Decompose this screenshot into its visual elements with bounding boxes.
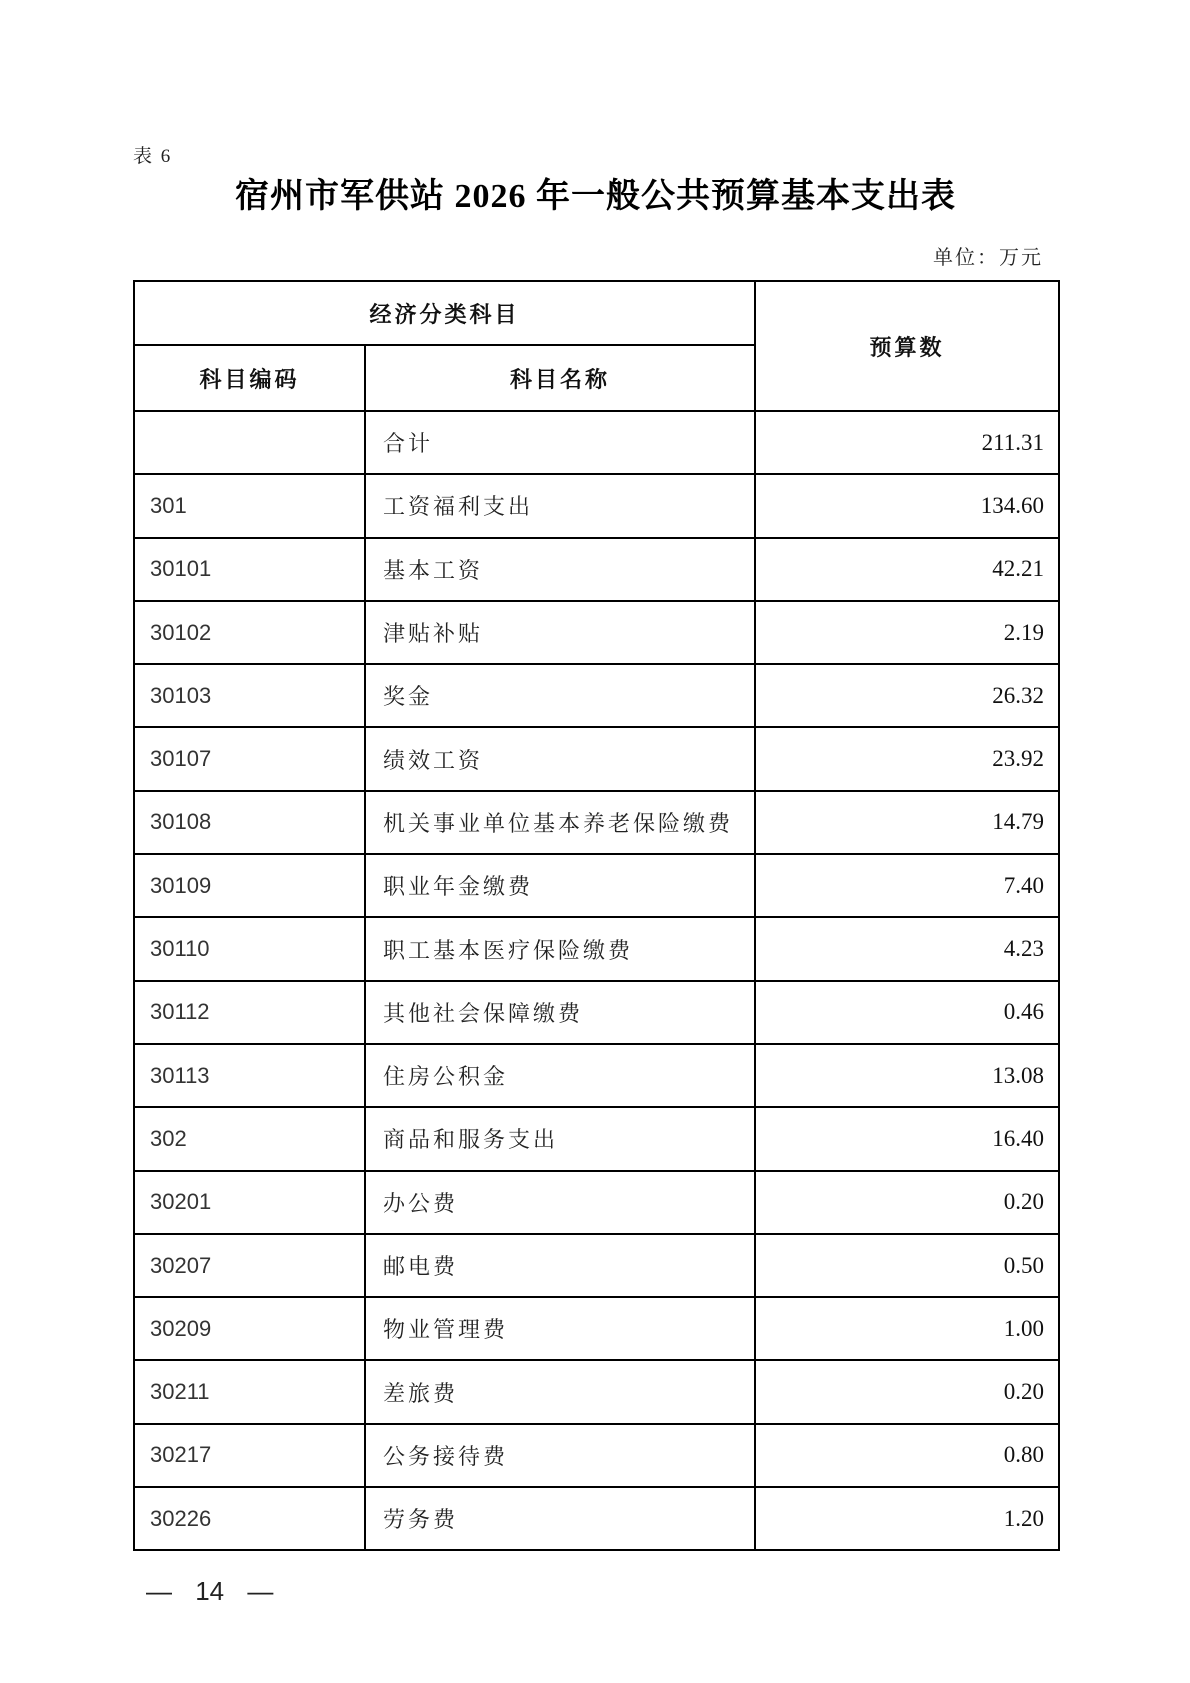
cell-name: 差旅费 <box>365 1360 755 1423</box>
cell-name: 住房公积金 <box>365 1044 755 1107</box>
table-row <box>134 1171 1059 1234</box>
table-row <box>134 1360 1059 1423</box>
cell-code: 30103 <box>134 664 365 727</box>
cell-code: 30108 <box>134 791 365 854</box>
cell-value: 7.40 <box>755 854 1059 917</box>
table-row <box>134 1487 1059 1550</box>
cell-value: 13.08 <box>755 1044 1059 1107</box>
unit-note: 单位：万元 <box>933 247 1043 269</box>
cell-code: 30102 <box>134 601 365 664</box>
table-row <box>134 917 1059 980</box>
cell-name: 办公费 <box>365 1171 755 1234</box>
cell-code: 30110 <box>134 917 365 980</box>
cell-code: 30112 <box>134 981 365 1044</box>
header-subject-code: 科目编码 <box>134 345 365 411</box>
cell-code: 301 <box>134 474 365 537</box>
cell-code: 30107 <box>134 727 365 790</box>
cell-code <box>134 411 365 474</box>
page-number: — 14 — <box>146 1576 274 1606</box>
header-economic-classification: 经济分类科目 <box>134 281 755 345</box>
cell-value: 23.92 <box>755 727 1059 790</box>
cell-value: 26.32 <box>755 664 1059 727</box>
cell-value: 4.23 <box>755 917 1059 980</box>
table-row <box>134 411 1059 474</box>
table-row <box>134 981 1059 1044</box>
cell-name: 职业年金缴费 <box>365 854 755 917</box>
table-row <box>134 1424 1059 1487</box>
cell-name: 物业管理费 <box>365 1297 755 1360</box>
table-number-label: 表 6 <box>133 146 173 167</box>
table-row <box>134 474 1059 537</box>
cell-code: 30207 <box>134 1234 365 1297</box>
cell-name: 劳务费 <box>365 1487 755 1550</box>
cell-value: 0.80 <box>755 1424 1059 1487</box>
cell-code: 30101 <box>134 538 365 601</box>
table-header <box>134 281 1059 411</box>
cell-name: 津贴补贴 <box>365 601 755 664</box>
cell-value: 2.19 <box>755 601 1059 664</box>
page-title: 宿州市军供站 2026 年一般公共预算基本支出表 <box>235 178 956 215</box>
table-row <box>134 538 1059 601</box>
cell-code: 30226 <box>134 1487 365 1550</box>
cell-name: 合计 <box>365 411 755 474</box>
budget-table <box>133 280 1060 1551</box>
table-row <box>134 1044 1059 1107</box>
cell-value: 16.40 <box>755 1107 1059 1170</box>
cell-value: 42.21 <box>755 538 1059 601</box>
table-row <box>134 1297 1059 1360</box>
table-row <box>134 601 1059 664</box>
cell-code: 30201 <box>134 1171 365 1234</box>
cell-name: 其他社会保障缴费 <box>365 981 755 1044</box>
cell-value: 1.20 <box>755 1487 1059 1550</box>
header-budget-amount: 预算数 <box>755 281 1059 411</box>
cell-value: 211.31 <box>755 411 1059 474</box>
table-row <box>134 791 1059 854</box>
cell-name: 公务接待费 <box>365 1424 755 1487</box>
cell-name: 基本工资 <box>365 538 755 601</box>
cell-value: 0.50 <box>755 1234 1059 1297</box>
cell-code: 30209 <box>134 1297 365 1360</box>
cell-name: 绩效工资 <box>365 727 755 790</box>
cell-name: 奖金 <box>365 664 755 727</box>
table-body <box>134 411 1059 1550</box>
cell-code: 30217 <box>134 1424 365 1487</box>
table-row <box>134 1234 1059 1297</box>
cell-code: 302 <box>134 1107 365 1170</box>
cell-code: 30109 <box>134 854 365 917</box>
cell-code: 30211 <box>134 1360 365 1423</box>
table-row <box>134 727 1059 790</box>
table-row <box>134 854 1059 917</box>
cell-value: 14.79 <box>755 791 1059 854</box>
cell-name: 工资福利支出 <box>365 474 755 537</box>
table-row <box>134 1107 1059 1170</box>
table-row <box>134 664 1059 727</box>
header-subject-name: 科目名称 <box>365 345 755 411</box>
cell-code: 30113 <box>134 1044 365 1107</box>
cell-name: 职工基本医疗保险缴费 <box>365 917 755 980</box>
cell-value: 0.20 <box>755 1360 1059 1423</box>
header-row-group <box>134 281 1059 345</box>
cell-value: 1.00 <box>755 1297 1059 1360</box>
cell-value: 134.60 <box>755 474 1059 537</box>
cell-value: 0.20 <box>755 1171 1059 1234</box>
cell-value: 0.46 <box>755 981 1059 1044</box>
cell-name: 机关事业单位基本养老保险缴费 <box>365 791 755 854</box>
cell-name: 商品和服务支出 <box>365 1107 755 1170</box>
cell-name: 邮电费 <box>365 1234 755 1297</box>
